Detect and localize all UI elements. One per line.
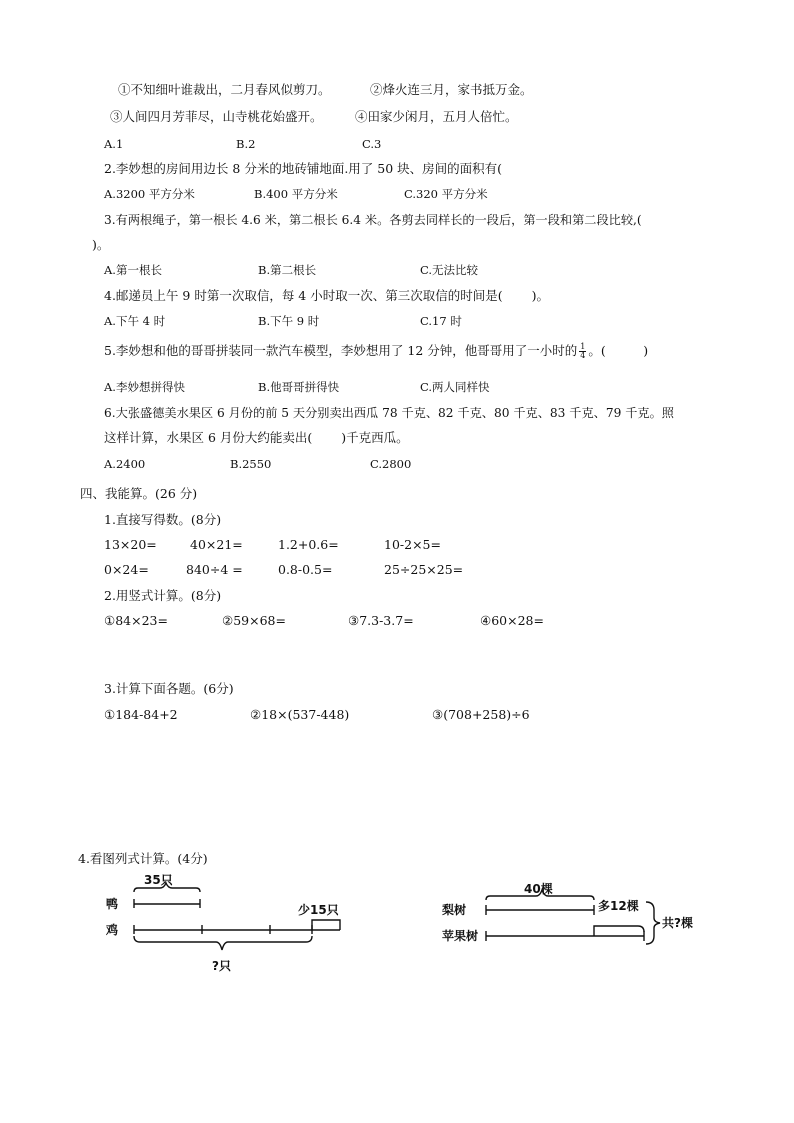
section-4-sub-1: 1.直接写得数。(8分)	[104, 512, 222, 527]
calc-item: 40×21=	[190, 537, 243, 552]
poem-3: ③人间四月芳菲尽，山寺桃花始盛开。	[110, 109, 323, 124]
diagram1-row1-label: 鸭	[106, 897, 119, 911]
poem-4: ④田家少闲月，五月人倍忙。	[355, 109, 518, 124]
q6-option-a: A.2400	[104, 457, 146, 471]
diagram1-bottom-brace	[134, 936, 312, 950]
diagram1-top-label: 35只	[144, 873, 173, 887]
diagram2-more-bracket	[594, 926, 644, 936]
q2-option-a: A.3200 平方分米	[104, 187, 195, 201]
vertical-calc-item: ④60×28=	[480, 613, 544, 628]
calc-item: 0.8-0.5=	[278, 562, 333, 577]
poem-2: ②烽火连三月，家书抵万金。	[370, 82, 533, 97]
diagram2-more-label: 多12棵	[598, 899, 639, 913]
diagram1-less-box	[312, 920, 340, 930]
question-6-line-1: 6.大张盛德美水果区 6 月份的前 5 天分别卖出西瓜 78 千克、82 千克、80 千克、83 千克、79 千克。照	[104, 406, 674, 420]
vertical-calc-item: ②59×68=	[222, 613, 286, 628]
calc-item: 840÷4 =	[186, 562, 243, 577]
question-5-text: 5.李妙想和他的哥哥拼装同一款汽车模型，李妙想用了 12 分钟，他哥哥用了一小时的	[104, 343, 578, 358]
question-2: 2.李妙想的房间用边长 8 分米的地砖铺地面.用了 50 块、房间的面积有(	[104, 161, 503, 176]
q1-option-a: A.1	[104, 137, 124, 151]
question-3-line-2: )。	[92, 237, 110, 252]
diagram2-row2-label: 苹果树	[442, 929, 479, 943]
section-4-sub-2: 2.用竖式计算。(8分)	[104, 588, 222, 603]
question-3-line-1: 3.有两根绳子，第一根长 4.6 米，第二根长 6.4 米。各剪去同样长的一段后，第一段和第二段比较,(	[104, 213, 642, 227]
question-4: 4.邮递员上午 9 时第一次取信，每 4 小时取一次、第三次取信的时间是( )。	[104, 288, 549, 303]
expression-item: ③(708+258)÷6	[432, 707, 530, 722]
poem-1: ①不知细叶谁裁出，二月春风似剪刀。	[118, 82, 331, 97]
q1-option-b: B.2	[236, 137, 256, 151]
diagram2-total-label: 共?棵	[662, 916, 693, 930]
section-4-sub-3: 3.计算下面各题。(6分)	[104, 681, 234, 696]
fraction-denominator: 4	[580, 351, 586, 360]
q4-option-c: C.17 时	[420, 314, 462, 328]
fraction-one-quarter	[579, 343, 586, 360]
q1-option-c: C.3	[362, 137, 382, 151]
q5-option-c: C.两人同样快	[420, 380, 490, 394]
diagram1-less-label: 少15只	[298, 903, 339, 917]
section-4-title: 四、我能算。(26 分)	[80, 486, 198, 501]
vertical-calc-item: ①84×23=	[104, 613, 168, 628]
expression-item: ①184-84+2	[104, 707, 178, 722]
q3-option-b: B.第二根长	[258, 263, 317, 277]
diagram1-bottom-label: ?只	[212, 959, 231, 973]
fraction-numerator: 1	[580, 342, 586, 351]
q5-option-b: B.他哥哥拼得快	[258, 380, 340, 394]
q4-option-b: B.下午 9 时	[258, 314, 320, 328]
calc-item: 0×24=	[104, 562, 149, 577]
line-diagram-trees	[440, 880, 710, 950]
vertical-calc-item: ③7.3-3.7=	[348, 613, 414, 628]
q4-option-a: A.下午 4 时	[104, 314, 166, 328]
q6-option-b: B.2550	[230, 457, 272, 471]
calc-item: 25÷25×25=	[384, 562, 464, 577]
diagram1-row2-label: 鸡	[106, 923, 119, 937]
calc-item: 10-2×5=	[384, 537, 441, 552]
expression-item: ②18×(537-448)	[250, 707, 350, 722]
q6-option-c: C.2800	[370, 457, 412, 471]
section-4-sub-4: 4.看图列式计算。(4分)	[78, 851, 208, 866]
line-diagram-ducks-chickens	[100, 870, 360, 980]
q2-option-c: C.320 平方分米	[404, 187, 488, 201]
question-5-tail: 。( )	[588, 343, 649, 358]
q5-option-a: A.李妙想拼得快	[104, 380, 185, 394]
q2-option-b: B.400 平方分米	[254, 187, 338, 201]
question-5	[104, 342, 648, 360]
q3-option-a: A.第一根长	[104, 263, 162, 277]
calc-item: 1.2+0.6=	[278, 537, 339, 552]
diagram2-top-label: 40棵	[524, 882, 553, 896]
question-6-line-2: 这样计算，水果区 6 月份大约能卖出( )千克西瓜。	[104, 430, 409, 445]
diagram2-side-brace	[646, 902, 660, 944]
diagram2-row1-label: 梨树	[442, 903, 467, 917]
calc-item: 13×20=	[104, 537, 157, 552]
q3-option-c: C.无法比较	[420, 263, 479, 277]
